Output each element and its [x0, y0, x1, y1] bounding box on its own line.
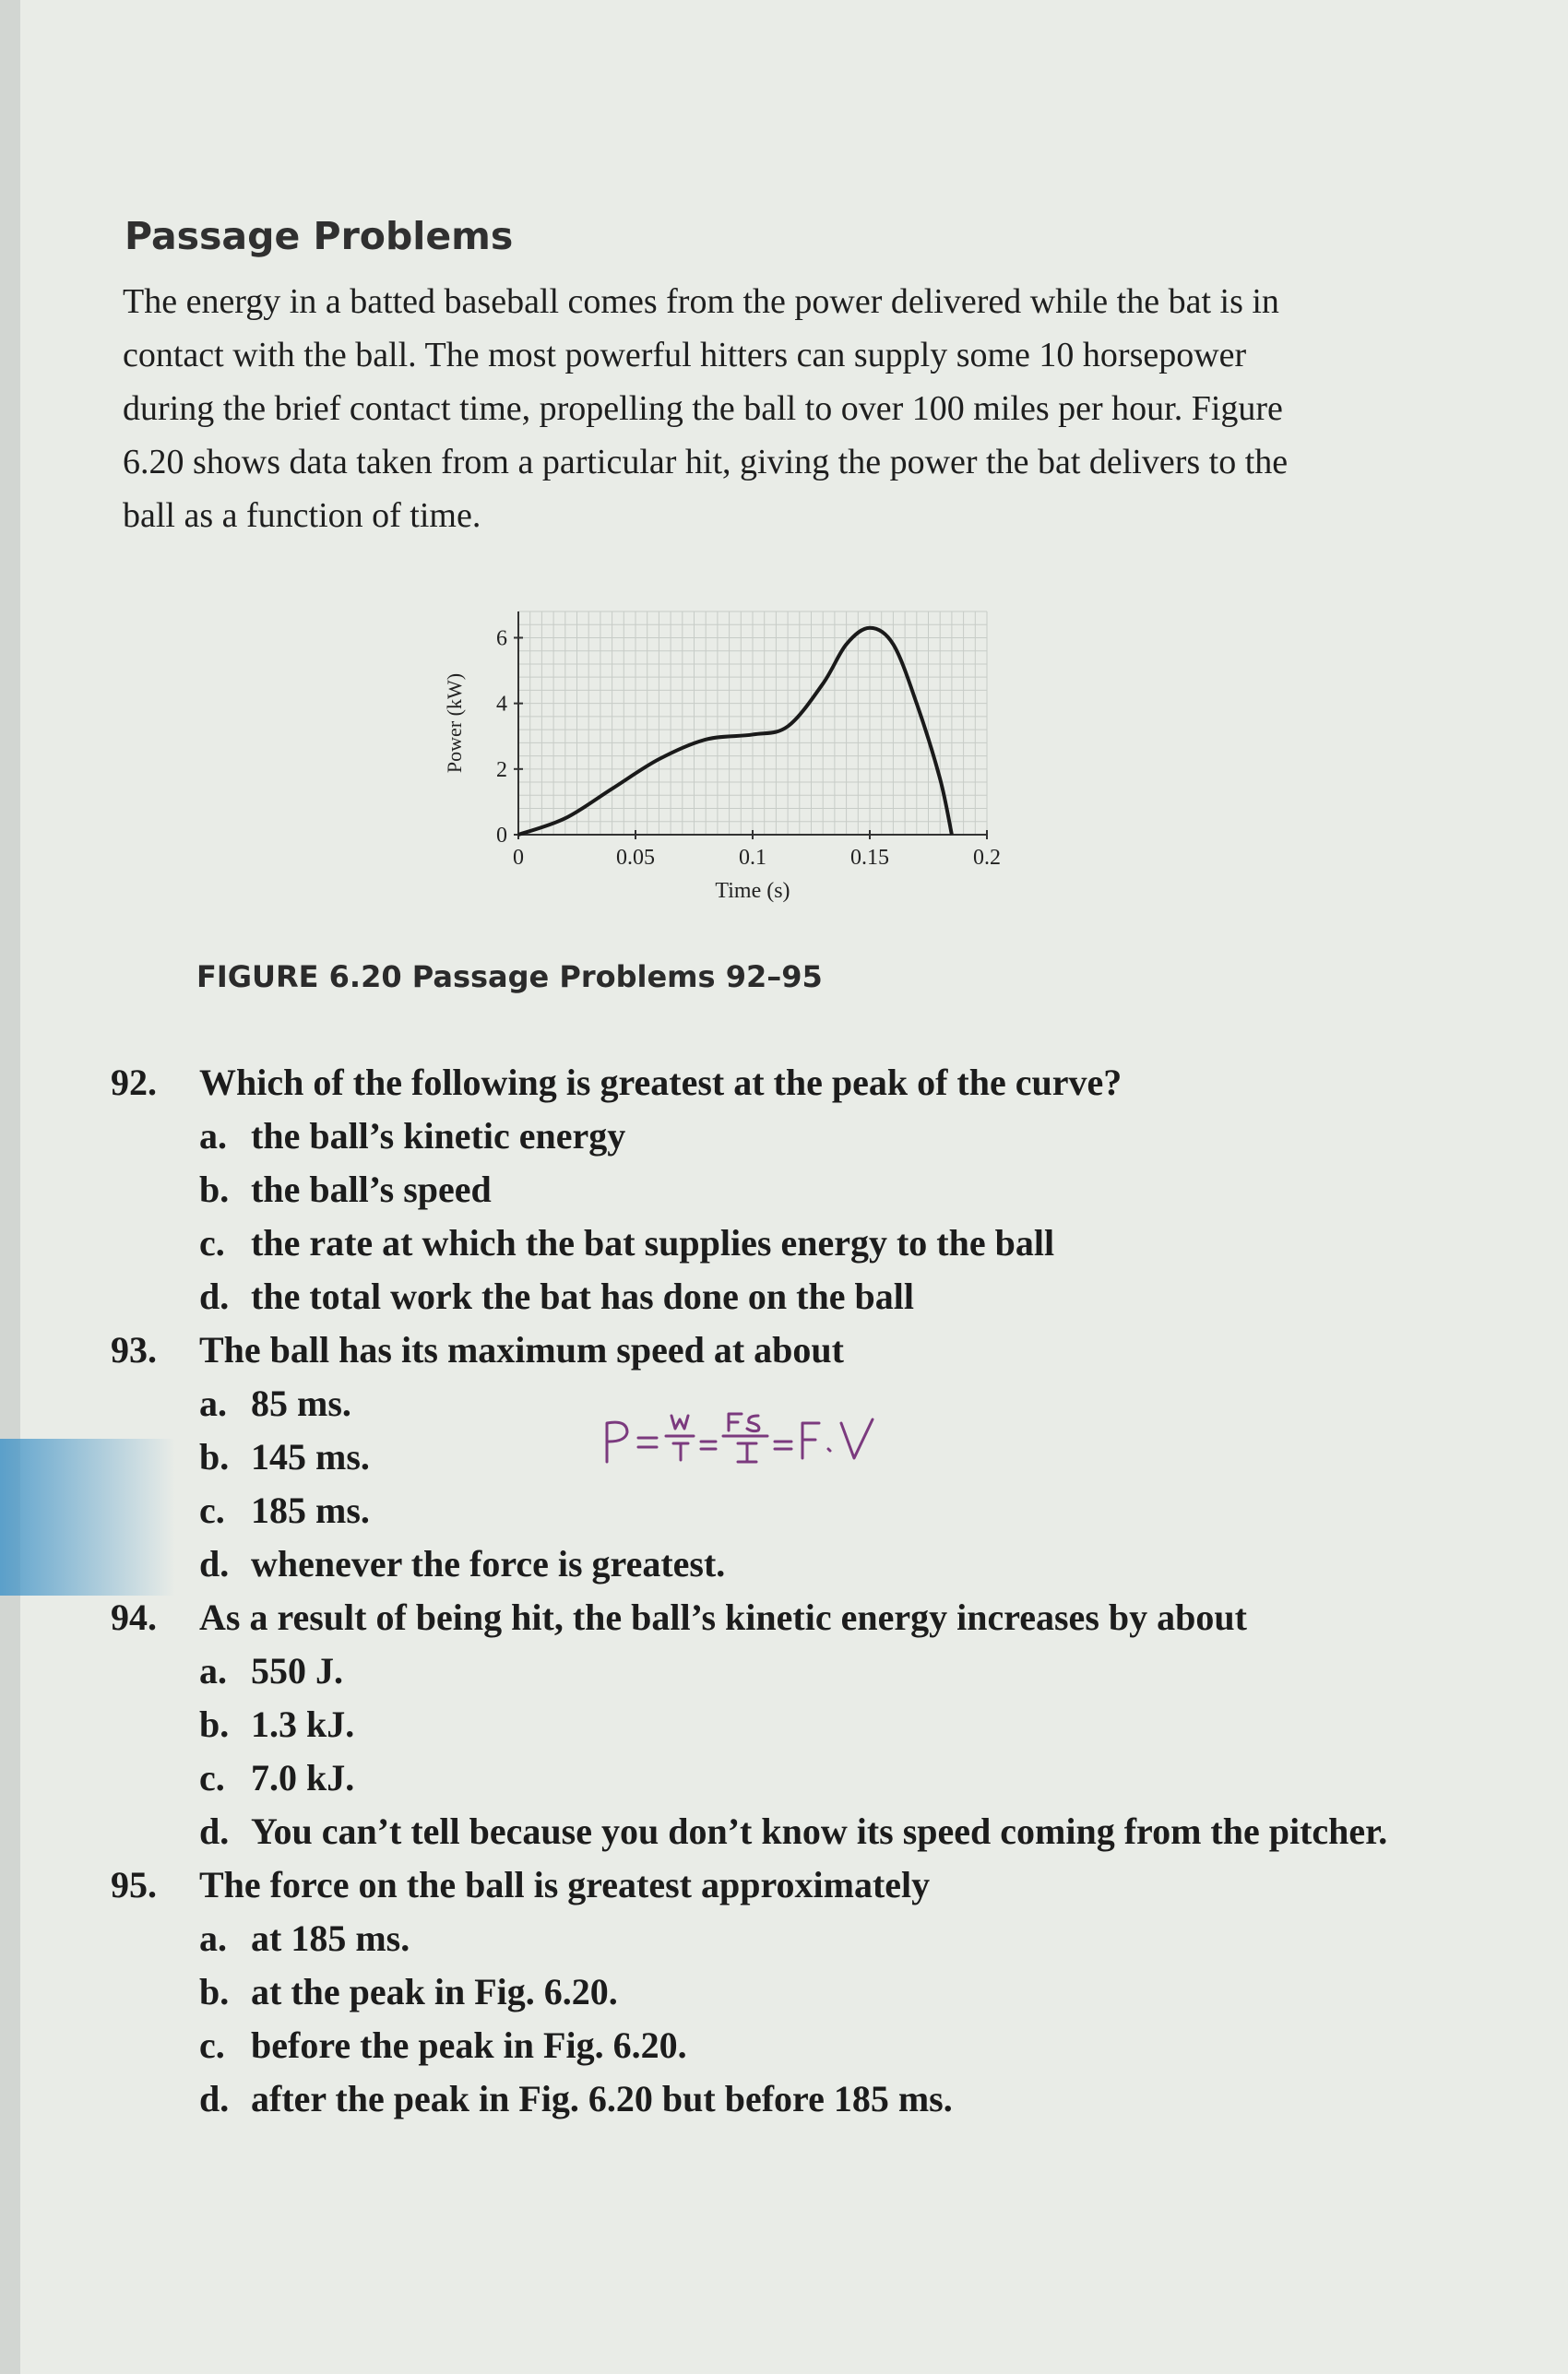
answer-choice[interactable]: [199, 1110, 1402, 1163]
choice-letter: a.: [199, 1383, 227, 1424]
x-tick-label: 0.05: [616, 846, 655, 870]
choice-text: the ball’s speed: [251, 1169, 492, 1210]
answer-choice[interactable]: [199, 1270, 1402, 1324]
y-tick-label: 4: [496, 692, 507, 717]
figure-caption: FIGURE 6.20 Passage Problems 92–95: [196, 959, 823, 994]
answer-choice[interactable]: [199, 1912, 1402, 1965]
choice-text: 185 ms.: [251, 1490, 370, 1531]
power-chart: [434, 595, 1024, 918]
answer-choices: [111, 1644, 1402, 1858]
choice-text: You can’t tell because you don’t know its speed coming from the pitcher.: [251, 1810, 1388, 1852]
choice-letter: a.: [199, 1917, 227, 1959]
choice-letter: c.: [199, 2024, 225, 2066]
y-tick-label: 2: [496, 757, 507, 782]
choice-text: the total work the bat has done on the ball: [251, 1276, 914, 1317]
power-curve: [518, 628, 952, 835]
answer-choice[interactable]: [199, 2019, 1402, 2072]
power-time-figure: [434, 595, 1024, 918]
question-number: 93.: [111, 1329, 157, 1371]
choice-text: 145 ms.: [251, 1436, 370, 1478]
question-text: As a result of being hit, the ball’s kinetic energy increases by about: [199, 1597, 1247, 1638]
choice-letter: b.: [199, 1436, 230, 1478]
choice-letter: c.: [199, 1757, 225, 1798]
choice-letter: a.: [199, 1650, 227, 1691]
x-tick-label: 0: [513, 846, 524, 870]
answer-choice[interactable]: [199, 1644, 1402, 1698]
question-text: The force on the ball is greatest approximately: [199, 1864, 931, 1905]
choice-text: 1.3 kJ.: [251, 1703, 355, 1745]
choice-letter: b.: [199, 1703, 230, 1745]
answer-choice[interactable]: [199, 1751, 1402, 1805]
x-axis-label: Time (s): [715, 879, 790, 903]
question-stem: [111, 1324, 1402, 1377]
choice-letter: d.: [199, 1543, 230, 1585]
choice-text: the rate at which the bat supplies energy to the ball: [251, 1222, 1055, 1264]
answer-choices: [111, 1912, 1402, 2126]
question-number: 94.: [111, 1597, 157, 1638]
choice-text: whenever the force is greatest.: [251, 1543, 726, 1585]
choice-text: the ball’s kinetic energy: [251, 1115, 626, 1157]
passage-intro: The energy in a batted baseball comes from the power delivered while the bat is in contact with the ball. The most powerful hitters can supply some 10 horsepower during the brief contact time, propelling the ball to over 100 miles per hour. Figure 6.20 shows data taken from a particular hit, giving the power the bat delivers to the ball as a function of time.: [123, 282, 1289, 535]
handwritten-note: [600, 1407, 950, 1471]
chart-grid: [518, 611, 987, 835]
question-stem: [111, 1858, 1402, 1912]
answer-choice[interactable]: [199, 1163, 1402, 1217]
y-tick-label: 6: [496, 626, 507, 651]
chart-series: [518, 628, 952, 835]
answer-choice[interactable]: [199, 1805, 1402, 1858]
question-list: [111, 1056, 1402, 2126]
question-text: Which of the following is greatest at the peak of the curve?: [199, 1062, 1123, 1103]
page-edge: [0, 0, 20, 2374]
choice-letter: c.: [199, 1222, 225, 1264]
section-heading: Passage Problems: [125, 214, 514, 258]
answer-choice[interactable]: [199, 1217, 1402, 1270]
question-number: 92.: [111, 1062, 157, 1103]
choice-text: at 185 ms.: [251, 1917, 410, 1959]
choice-letter: d.: [199, 1810, 230, 1852]
question-stem: [111, 1056, 1402, 1110]
handwritten-formula: [600, 1407, 950, 1471]
choice-text: after the peak in Fig. 6.20 but before 185 ms.: [251, 2078, 953, 2119]
question-stem: [111, 1591, 1402, 1644]
answer-choices: [111, 1110, 1402, 1324]
y-tick-label: 0: [496, 824, 507, 848]
choice-text: 550 J.: [251, 1650, 343, 1691]
choice-text: 85 ms.: [251, 1383, 351, 1424]
x-tick-label: 0.1: [739, 846, 766, 870]
question-text: The ball has its maximum speed at about: [199, 1329, 844, 1371]
question-number: 95.: [111, 1864, 157, 1905]
question-item: [111, 1056, 1402, 1324]
y-axis-label: Power (kW): [443, 672, 466, 774]
answer-choice[interactable]: [199, 1484, 1402, 1537]
choice-letter: b.: [199, 1971, 230, 2012]
choice-text: at the peak in Fig. 6.20.: [251, 1971, 618, 2012]
answer-choice[interactable]: [199, 1537, 1402, 1591]
chart-ticks: [496, 626, 1001, 870]
answer-choice[interactable]: [199, 1698, 1402, 1751]
choice-text: before the peak in Fig. 6.20.: [251, 2024, 687, 2066]
choice-text: 7.0 kJ.: [251, 1757, 355, 1798]
x-tick-label: 0.15: [850, 846, 889, 870]
answer-choice[interactable]: [199, 2072, 1402, 2126]
choice-letter: b.: [199, 1169, 230, 1210]
choice-letter: d.: [199, 2078, 230, 2119]
answer-choice[interactable]: [199, 1965, 1402, 2019]
choice-letter: d.: [199, 1276, 230, 1317]
choice-letter: c.: [199, 1490, 225, 1531]
question-item: [111, 1591, 1402, 1858]
choice-letter: a.: [199, 1115, 227, 1157]
x-tick-label: 0.2: [973, 846, 1001, 870]
question-item: [111, 1858, 1402, 2126]
